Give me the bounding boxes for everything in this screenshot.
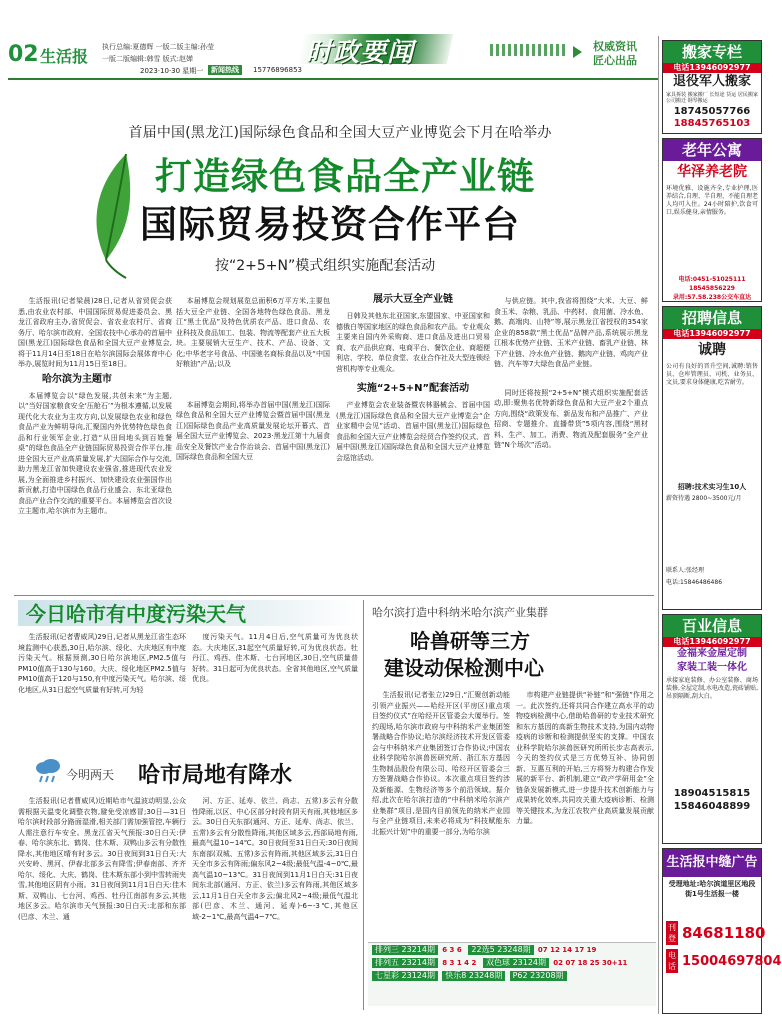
- moving-tel-2: 18845765103: [673, 118, 751, 129]
- elder-name: 华泽养老院: [677, 164, 747, 180]
- rain-cloud-icon: [34, 758, 62, 784]
- lottery-row: [372, 958, 652, 968]
- lead-kicker: 首届中国(黑龙江)国际绿色食品和全国大豆产业博览会下月在哈举办: [128, 125, 552, 141]
- lead-headline-1: 打造绿色食品全产业链: [155, 154, 535, 198]
- subheading-theme-city: 哈尔滨为主题市: [42, 373, 112, 385]
- lead-subhead: 按“2+5+N”模式组织实施配套活动: [215, 258, 436, 274]
- ad-tel-2: 15004697804: [682, 953, 782, 969]
- lead-column-1: [18, 296, 172, 592]
- moving-tel-1: 18745057766: [673, 106, 751, 117]
- credits-line-2: 一版二版编辑:韩雪 版式:赵婵: [102, 55, 193, 63]
- sidebar-separator: [658, 36, 659, 1014]
- pollution-paragraph: 度污染天气。11月4日后,空气质量可为优良状态。大庆地区,31起空气质量好转,可为优良状态。牡丹江、鸡西、佳木斯、七台河地区,30日,空气质量普好转。31日起可为优良状态。全省其他地区,空气质量优良。: [192, 633, 358, 683]
- jobs-phone: 电话13946092977: [663, 329, 761, 339]
- biz-tel-1: 18904515815: [673, 788, 751, 799]
- nano-headline-2: 建设动保检测中心: [384, 656, 544, 680]
- hotline-number: 15776896853: [253, 66, 302, 74]
- credits-line-1: 执行总编:夏德辉 一版二版主编:孙莹: [102, 43, 214, 51]
- ad-address: 受理地址:哈尔滨道里区地段街1号生活报一楼: [668, 880, 756, 898]
- elder-tel: 电话:0451-51025111 18545856229: [678, 276, 746, 292]
- biz-desc: 承接家庭装修、办公室装修、商场装修,全屋定制,水电改造,瓷砖铺贴,吊顶隔断,刮大白。: [666, 677, 758, 700]
- ad-tel-1: 84681180: [682, 924, 766, 942]
- nano-column-1: [372, 690, 510, 938]
- business-ad: [662, 614, 762, 844]
- paper-name: 生活报: [40, 47, 89, 66]
- ad-tel-row-2: [663, 947, 782, 975]
- issue-date: 2023·10·30 星期一: [140, 67, 204, 75]
- lottery-row: [372, 945, 652, 955]
- ad-tel-label: 电话: [668, 951, 676, 971]
- lead-paragraph: 日韩及其他东北亚国家,东盟国家、中亚国家和德俄白等国家地区的绿色食品和农产品。专业观众主要来自国内外采购商、进口食品及进出口贸易商、农产品供应商、电商平台、餐饮企业、商超便利店、学校、单位食堂、农业合作社及大型连锁经营机构等专业观众。: [336, 312, 490, 373]
- biz-name-2: 家装工装一体化: [677, 662, 747, 673]
- jobs-salary: 薪资待遇 2800~3500元/月: [666, 495, 742, 502]
- lottery-label: 排列三 23214期: [372, 945, 438, 955]
- lead-paragraph: 本届博览会期间,将举办首届中国(黑龙江)国际绿色食品和全国大豆产业博览会暨首届中国(黑龙江)国际绿色食品产业高质量发展论坛开幕式、首届全国大豆产业博览会、2023·黑龙江第十九届食品安全及餐饮产业合作治谈会、首届中国(黑龙江)国际绿色食品和全国大豆: [176, 400, 330, 461]
- pollution-column-2: [192, 632, 358, 762]
- moving-title: 搬家专栏: [663, 41, 761, 63]
- moving-phone: 电话13946092977: [663, 63, 761, 73]
- lead-headline-2: 国际贸易投资合作平台: [140, 202, 520, 246]
- nano-paragraph: 市构建产业链提供“补链”和“强链”作用之一。此次签约,还将共同合作建立高水平的动物疫病检测中心,借助哈兽研的专业技术研究和东方基因的高新生物技术支持,为国内动物疫病的诊断和检测提供坚实的支撑。中国农业科学院哈尔滨兽医研究所所长步志高表示,今天的签约仪式是三方优势互补、协同创新、互惠互利的开始,三方将努力构建合作发展的新平台、新机制,建立“政产学研用金”全链条发展新模式,进一步提升技术创新能力与成果转化效率,共同攻关重大疫病诊断、检测等关键技术,为龙江农牧产业高质量发展贡献力量。: [516, 691, 654, 825]
- lead-column-3: [336, 290, 490, 592]
- weather-column-1: [18, 796, 186, 1012]
- page-header: [8, 38, 658, 88]
- lottery-bar: [368, 942, 656, 1006]
- weather-paragraph: 河、方正、延寿、依兰、尚志、五常)多云有分散性降雨,以区、中心区部分时段有阴天有雨,其他地区多云。30日白天东部(通河、方正、延寿、尚志、依兰、五常)多云有分散性降雨,其他区域多云,西部局地有雨,最高气温10~14℃。30日夜间至31日白天:30日夜间东南部(双城、五常)多云有阵雨,其他区域多云,31日白天全市多云有阵雨;偏东风2~4级;最低气温-4~0℃,最高气温10~13℃。31日夜间到11月1日白天:31日夜间东北部(通河、方正、依兰)多云有阵雨,其他区域多云,11月1日白天全市多云;偏北风2~4级;最低气温北部(巴彦、木兰、通河、延寿)-6~-3℃,其他区域-2~1℃,最高气温4~7℃。: [192, 797, 358, 921]
- lottery-numbers: 8 3 1 4 2: [442, 959, 477, 967]
- weather-paragraph: 生活报讯(记者曹威风)近期哈市气温波动明显,公众需根据天温变化调整衣物,避免受凉感冒;30日—31日哈尔滨时段部分路面湿滑,相关部门需加强管控,车辆行人需注意行车安全。黑龙江省天气预报:30日白天:伊春、哈尔滨东北、鹤岗、佳木斯、双鸭山多云有分散性降水,其他地区晴有时多云。30日夜间到31日白天:大兴安岭、黑河、伊春北部多云有降雪;伊春南部、齐齐哈尔、绥化、大庆、鹤岗、佳木斯东部小到中雪转雨夹雪,其他地区阴有小雨。31日夜间到11月1日白天:佳木斯、双鸭山、七台河、鸡西、牡丹江南部有多云,其他地区多云。哈尔滨市天气预报:30日白天:北部和东部(巴彦、木兰、通: [18, 797, 186, 921]
- jobs-title: 招聘信息: [663, 307, 761, 329]
- elder-title: 老年公寓: [663, 139, 761, 161]
- lead-paragraph: 本届博览会规划展览总面积6万平方米,主要包括大豆全产业链、全国各地特色绿色食品、黑龙江“黑土优品”及特色优质农产品、进口食品、农业科技及食品加工、包装、物流等配套产业五大板块。主要展销大豆生产、技术、产品、设备、文化;中华老字号食品、中国驰名商标食品以及“中国好粮油”产品;以及: [176, 297, 330, 368]
- biz-title: 百业信息: [663, 615, 761, 637]
- lottery-label: P62 23208期: [510, 971, 567, 981]
- jobs-desc: 公司有良好的晋升空间,诚聘:销售员、仓库管理员、司机、业务员、文员,要求身体健康,吃苦耐劳。: [666, 363, 758, 386]
- weather-headline: 哈市局地有降水: [138, 763, 293, 788]
- nano-headline-1: 哈兽研等三方: [410, 629, 530, 653]
- lead-paragraph: 同时还将按照“2+5+N”模式组织实施配套活动,即:聚焦名优特新绿色食品和大豆产业2个重点方向,围绕“政策发布、新品发布和产品推广、产业招商、专题推介、直播带货”5项内容,围绕“黑材料、生产、加工、消费、物流及配套服务”全产业链“N个场次”活动。: [494, 388, 648, 449]
- jobs-contact-tel: 电话:15846486486: [666, 579, 723, 586]
- slogan-icon: [573, 46, 582, 58]
- jobs-name: 诚聘: [698, 342, 726, 358]
- nano-kicker: 哈尔滨打造中科纳米哈尔滨产业集群: [372, 606, 548, 619]
- biz-tel-2: 15846048899: [673, 801, 751, 812]
- lottery-label: 双色球 23124期: [483, 958, 549, 968]
- elder-tel-2: 录用:57.58.238公交车直达: [672, 294, 752, 301]
- jobs-contact: 联系人:张经理: [666, 567, 705, 574]
- lead-paragraph: 生活报讯(记者梁晨)28日,记者从省贸促会获悉,由农业农村部、中国国际贸易促进委员会、黑龙江省政府主办,省贸促会、省农业农村厅、省商务厅、哈尔滨市政府、全国农技中心承办的首届中国(黑龙江)国际绿色食品和全国大豆产业博览会,将于11月14日至18日在哈尔滨国际会展体育中心举办,展览时间为11月15日至18日。: [18, 297, 172, 368]
- ad-tel-label: 刊登: [668, 923, 676, 943]
- moving-ad: [662, 40, 762, 134]
- pollution-headline: 今日哈市有中度污染天气: [26, 602, 246, 626]
- nano-paragraph: 生活报讯(记者张立)29日,“汇聚创新动能 引领产业振兴——哈经开区(平房区)重点项目签约仪式”在哈经开区管委会大厦举行。签约现场,哈尔滨市政府与中科纳米产业集团签署战略合作协议;哈尔滨经济技术开发区管委会与中科纳米产业集团签订合作协议;中国农业科学院哈尔滨兽医研究所、浙江东方基因生物制品股份有限公司、哈经开区管委会三方签署战略合作协议。本次重点项目签约涉及新能源、生物经济等多个前沿领域。据介绍,此次在哈尔滨打造的“中科纳米哈尔滨产业集群”项目,是国内目前领先的纳米产业园与全产业链项目,未来必将成为“科技赋能东北振兴计划”中的重要一部分,为哈尔滨: [372, 691, 510, 836]
- jobs-ad: [662, 306, 762, 610]
- section-title: 时政要闻: [306, 38, 415, 68]
- weather-prefix: 今明两天: [66, 768, 115, 782]
- lead-paragraph: 产业博览会农业装备暨农林器械会、首届中国(黑龙江)国际绿色食品和全国大豆产业博览会“企业家精中会见”活动、首届中国(黑龙江)国际绿色食品和全国大豆产业博览会经贸合作签约仪式、首届中国(黑龙江)国际绿色食品和全国大豆产业博览会巡馆活动。: [336, 401, 490, 462]
- classified-ad: [662, 848, 782, 1014]
- column-divider: [363, 600, 364, 1010]
- date-bar: [8, 78, 658, 80]
- lead-paragraph: 本届博览会以“绿色发展,共创未来”为主题,以“当好国家粮食安全‘压舱石’”为根本遵循,以发展现代化大农业为主攻方向,以发展绿色农业和绿色食品产业为鲜明导向,汇聚国内外优势特色绿色食品和行业领军企业,打造“从田间地头到百姓餐桌”的绿色食品全产业链国际贸易投资合作平台,推进全国大豆产业高质量发展,扩大国际合作与交流,助力黑龙江省加快建设农业强省,推进现代农业发展,为全面推进乡村振兴、加快建设农业强国作出新贡献,打造中国绿色食品行业盛会、东北亚绿色食品产业合作交流的重要平台。本届博览会首次设立主题市,哈尔滨市为主题市。: [18, 391, 172, 515]
- moving-desc: 家具拆装 搬家搬厂 长短途 货运 居民搬家 公司搬迁 钢琴搬运: [666, 92, 758, 104]
- ad-title: 生活报中缝广告: [663, 849, 761, 877]
- moving-name: 退役军人搬家: [672, 74, 751, 89]
- elder-care-ad: [662, 138, 762, 302]
- hatch-decoration: [490, 44, 566, 56]
- lottery-numbers: 07 12 14 17 19: [537, 946, 597, 954]
- weather-column-2: [192, 796, 358, 1012]
- lottery-numbers: 02 07 18 25 30+11: [553, 959, 628, 967]
- lottery-label: 排列五 23214期: [372, 958, 438, 968]
- biz-phone: 电话13946092977: [663, 637, 761, 647]
- lottery-numbers: 6 3 6: [442, 946, 462, 954]
- nano-column-2: [516, 690, 654, 938]
- slogan-line-1: 权威资讯: [593, 40, 637, 53]
- lottery-label: 22选5 23248期: [468, 945, 533, 955]
- section-divider: [14, 595, 654, 596]
- hotline-label: 新闻热线: [208, 65, 242, 75]
- jobs-tech: 招聘:技术实习生10人: [677, 483, 747, 491]
- lottery-row: [372, 971, 652, 981]
- ad-tel-row-1: [663, 919, 766, 947]
- page-number: 02: [8, 42, 39, 67]
- slogan-line-2: 匠心出品: [593, 54, 637, 67]
- pollution-paragraph: 生活报讯(记者曹威风)29日,记者从黑龙江省生态环境监测中心获悉,30日,哈尔滨、绥化、大庆地区有中度污染天气。根据预测,30日哈尔滨地区,PM2.5值与PM10值高于130与160。大庆、绥化地区PM2.5值与PM10值高于120与150,有中度污染天气。哈尔滨、绥化地区,从31日起空气质量有好转,可为轻: [18, 633, 186, 694]
- biz-name-1: 金福来金屋定制: [677, 648, 747, 659]
- lead-column-4: [494, 296, 648, 592]
- leaf-icon: [82, 150, 140, 280]
- lead-paragraph: 与供应链。其中,我省将围绕“大米、大豆、鲜食玉米、杂粮、乳品、中药材、食用菌、冷水鱼、鹅、高端肉、山特”等,展示黑龙江省授权的354家企业的858款“黑土优品”品牌产品,系统展示黑龙江根本优势产业链、玉米产业链、畜乳产业链、林下产业链、冷水鱼产业链、鹅肉产业链、鸡肉产业链、汽车等7大绿色食品产业链。: [494, 297, 648, 368]
- lottery-label: 快乐8 23248期: [442, 971, 505, 981]
- lottery-label: 七星彩 23124期: [372, 971, 438, 981]
- subheading-2-5-n: 实施“2+5+N”配套活动: [356, 383, 470, 394]
- subheading-soy-chain: 展示大豆全产业链: [373, 294, 453, 305]
- lead-column-2: [176, 296, 330, 592]
- elder-desc: 环境优雅、设施齐全,专业护理,医养结合,自理、半自理、不能自理老人均可入住。24小时陪护,饮食可口,娱乐健身,亲情服务。: [666, 185, 758, 216]
- pollution-column-1: [18, 632, 186, 762]
